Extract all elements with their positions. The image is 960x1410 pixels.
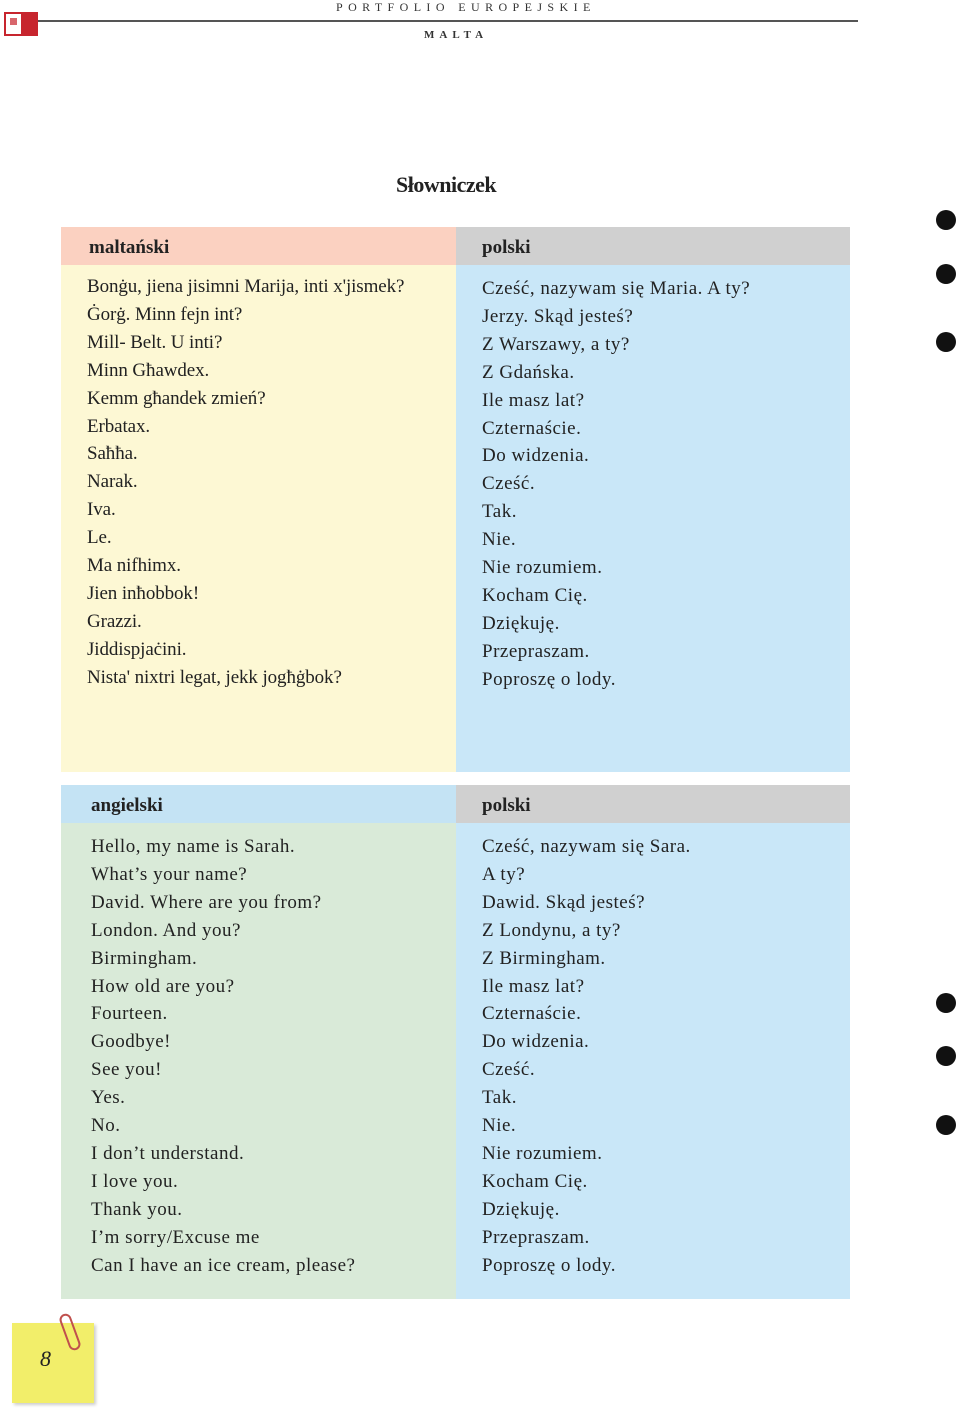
english-column-header: angielski <box>61 785 456 823</box>
maltese-column <box>61 227 456 772</box>
binder-hole-icon <box>936 993 956 1013</box>
phrase-item: Goodbye! <box>91 1031 171 1053</box>
phrase-item: Nie. <box>482 1115 517 1137</box>
phrase-item: Poproszę o lody. <box>482 668 616 690</box>
phrase-item: Tak. <box>482 1087 517 1109</box>
phrase-item: Saħħa. <box>87 443 138 465</box>
phrase-item: I love you. <box>91 1170 179 1192</box>
polish-phrase-list-1 <box>456 265 850 694</box>
binder-hole-icon <box>936 210 956 230</box>
phrase-item: Poproszę o lody. <box>482 1254 616 1276</box>
phrase-item: Z Londynu, a ty? <box>482 919 621 941</box>
phrase-item: Birmingham. <box>91 947 198 969</box>
english-column <box>61 785 456 1299</box>
phrase-item: London. And you? <box>91 919 241 941</box>
phrase-item: Jerzy. Skąd jesteś? <box>482 305 634 327</box>
maltese-phrase-list <box>61 265 456 692</box>
binder-hole-icon <box>936 264 956 284</box>
phrase-item: How old are you? <box>91 975 235 997</box>
phrase-item: Jien inħobbok! <box>87 582 200 604</box>
polish-column-1 <box>456 227 850 772</box>
phrase-item: Can I have an ice cream, please? <box>91 1254 356 1276</box>
phrase-item: Ġorġ. Minn fejn int? <box>87 303 243 325</box>
phrase-item: Z Birmingham. <box>482 947 606 969</box>
page-number: 8 <box>40 1346 51 1371</box>
phrase-item: Z Warszawy, a ty? <box>482 333 630 355</box>
page-title: Słowniczek <box>396 172 497 197</box>
maltese-column-header: maltański <box>61 227 456 265</box>
phrase-item: Cześć. <box>482 473 536 495</box>
binder-hole-icon <box>936 332 956 352</box>
phrase-item: Minn Għawdex. <box>87 359 210 381</box>
phrase-item: Cześć. <box>482 1059 536 1081</box>
header-country: MALTA <box>424 29 489 41</box>
phrase-item: Dziękuję. <box>482 1198 560 1220</box>
phrase-item: Le. <box>87 527 112 549</box>
phrase-item: Do widzenia. <box>482 445 590 467</box>
header-title: PORTFOLIO EUROPEJSKIE <box>336 0 596 14</box>
phrase-item: Iva. <box>87 499 116 521</box>
polish-phrase-list-2 <box>456 823 850 1280</box>
phrase-item: Bonġu, jiena jisimni Marija, inti x'jismek? <box>87 276 405 297</box>
sticky-note <box>12 1323 94 1403</box>
phrase-item: Jiddispjaċini. <box>87 638 187 660</box>
phrase-item: Yes. <box>91 1087 126 1109</box>
polish-column-2-header: polski <box>456 785 850 823</box>
phrase-item: Nie. <box>482 529 517 551</box>
phrase-item: David. Where are you from? <box>91 891 322 913</box>
phrase-item: Dziękuję. <box>482 612 560 634</box>
phrase-item: Nie rozumiem. <box>482 1142 603 1164</box>
phrase-item: Czternaście. <box>482 417 582 439</box>
phrase-item: I’m sorry/Excuse me <box>91 1226 260 1248</box>
phrase-item: Przepraszam. <box>482 640 590 662</box>
phrase-item: Kemm għandek zmień? <box>87 387 266 409</box>
phrase-item: Kocham Cię. <box>482 1170 588 1192</box>
phrase-item: I don’t understand. <box>91 1142 245 1164</box>
phrase-item: Dawid. Skąd jesteś? <box>482 891 646 913</box>
phrase-item: Grazzi. <box>87 610 142 632</box>
phrase-item: Ile masz lat? <box>482 975 585 997</box>
phrase-item: Nista' nixtri legat, jekk jogħġbok? <box>87 666 342 688</box>
header-divider <box>38 20 858 22</box>
polish-column-2 <box>456 785 850 1299</box>
phrase-item: Ma nifhimx. <box>87 555 181 577</box>
phrase-item: Thank you. <box>91 1198 183 1220</box>
phrase-item: Tak. <box>482 501 517 523</box>
phrase-item: Mill- Belt. U inti? <box>87 331 223 353</box>
phrase-item: No. <box>91 1115 121 1137</box>
phrase-item: Cześć, nazywam się Sara. <box>482 836 691 857</box>
polish-column-1-header: polski <box>456 227 850 265</box>
phrase-item: Erbatax. <box>87 415 151 437</box>
phrase-item: Fourteen. <box>91 1003 168 1025</box>
phrase-item: Do widzenia. <box>482 1031 590 1053</box>
phrase-item: See you! <box>91 1059 163 1081</box>
phrase-item: What’s your name? <box>91 863 248 885</box>
phrase-item: Kocham Cię. <box>482 584 588 606</box>
phrase-item: A ty? <box>482 863 526 885</box>
phrase-item: Hello, my name is Sarah. <box>91 836 296 857</box>
phrase-item: Narak. <box>87 471 138 493</box>
english-phrase-list <box>61 823 456 1280</box>
phrase-item: Nie rozumiem. <box>482 557 603 579</box>
phrase-item: Przepraszam. <box>482 1226 590 1248</box>
phrase-item: Z Gdańska. <box>482 361 575 383</box>
phrase-item: Cześć, nazywam się Maria. A ty? <box>482 278 751 299</box>
phrase-item: Czternaście. <box>482 1003 582 1025</box>
binder-hole-icon <box>936 1046 956 1066</box>
binder-hole-icon <box>936 1115 956 1135</box>
malta-flag-icon <box>4 12 38 36</box>
phrase-item: Ile masz lat? <box>482 389 585 411</box>
